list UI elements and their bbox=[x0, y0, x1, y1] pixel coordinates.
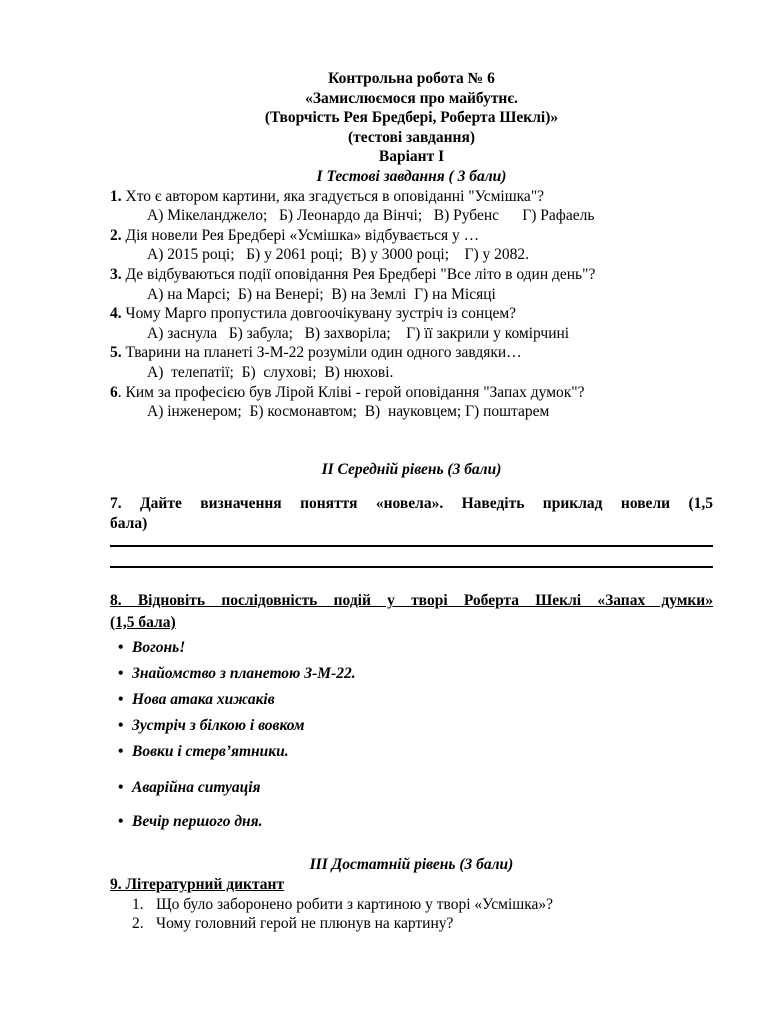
question-8-line1: 8. Відновіть послідовність подій у творі Роберта Шеклі «Запах думки» bbox=[110, 591, 713, 609]
event-list-item bbox=[110, 713, 713, 739]
question-text bbox=[110, 343, 713, 363]
question-number: 3. bbox=[110, 265, 122, 283]
header-block bbox=[110, 69, 713, 167]
dictation-number: 1. bbox=[132, 895, 144, 913]
question-number: 5. bbox=[110, 344, 122, 362]
question-options: А) інженером; Б) космонавтом; В) науковцем; Г) поштарем bbox=[147, 403, 550, 421]
question-number: 1. bbox=[110, 187, 122, 205]
question-body: Чому Марго пропустила довгоочікувану зустріч із сонцем? bbox=[121, 305, 517, 323]
bullet-icon: • bbox=[118, 690, 124, 708]
header-title: Контрольна робота № 6 bbox=[328, 70, 495, 87]
dictation-item bbox=[110, 895, 713, 915]
question-options: А) Мікеланджело; Б) Леонардо да Вінчі; В) Рубенс Г) Рафаель bbox=[147, 207, 595, 225]
question-9: 9. Літературний диктант bbox=[110, 875, 285, 893]
event-list-item bbox=[110, 809, 713, 835]
event-text: Знайомство з планетою З-М-22. bbox=[132, 664, 356, 682]
question-body: Дія новели Рея Бредбері «Усмішка» відбувається у … bbox=[121, 226, 480, 244]
test-questions bbox=[110, 187, 713, 422]
header-theme: «Замислюємося про майбутнє. bbox=[305, 89, 518, 107]
document-page bbox=[110, 60, 713, 934]
question-body: . Ким за професією був Лірой Кліві - герой оповідання "Запах думок"? bbox=[117, 383, 585, 401]
question-options: А) заснула Б) забула; В) захворіла; Г) її закрили у комірчині bbox=[147, 324, 570, 342]
question-options: А) телепатії; Б) слухові; В) нюхові. bbox=[147, 363, 394, 381]
question-body: Тварини на планеті З-М-22 розуміли один одного завдяки… bbox=[121, 344, 522, 362]
question-body: Хто є автором картини, яка згадується в оповіданні "Усмішка"? bbox=[121, 187, 545, 205]
question-text bbox=[110, 187, 713, 207]
question-text bbox=[110, 265, 713, 285]
section2-title: ІІ Середній рівень (3 бали) bbox=[321, 460, 502, 478]
question-text bbox=[110, 383, 713, 403]
bullet-icon: • bbox=[118, 638, 124, 656]
dictation-text: Що було заборонено робити з картиною у творі «Усмішка»? bbox=[156, 895, 554, 913]
dictation-list bbox=[110, 895, 713, 934]
answer-line bbox=[110, 545, 713, 547]
question-body: Де відбуваються події оповідання Рея Бредбері "Все літо в один день"? bbox=[121, 265, 596, 283]
event-list-item bbox=[110, 739, 713, 765]
bullet-icon: • bbox=[118, 812, 124, 830]
bullet-icon: • bbox=[118, 716, 124, 734]
section1-title: І Тестові завдання ( 3 бали) bbox=[316, 167, 507, 185]
bullet-icon: • bbox=[118, 778, 124, 796]
event-text: Вогонь! bbox=[132, 638, 186, 656]
header-variant: Варіант І bbox=[378, 148, 445, 166]
bullet-icon: • bbox=[118, 742, 124, 760]
question-number: 2. bbox=[110, 226, 122, 244]
event-text: Аварійна ситуація bbox=[132, 778, 261, 796]
question-number: 4. bbox=[110, 305, 122, 323]
header-authors: (Творчість Рея Бредбері, Роберта Шеклі)» bbox=[264, 109, 559, 127]
question-8-line2: (1,5 бала) bbox=[110, 613, 176, 631]
section3-title: ІІІ Достатній рівень (3 бали) bbox=[309, 855, 514, 873]
dictation-text: Чому головний герой не плюнув на картину? bbox=[156, 915, 454, 933]
question-number: 6 bbox=[110, 383, 118, 401]
dictation-item bbox=[110, 914, 713, 934]
events-list bbox=[110, 635, 713, 835]
header-type: (тестові завдання) bbox=[347, 128, 475, 146]
question-options: А) на Марсі; Б) на Венері; В) на Землі Г) на Місяці bbox=[147, 285, 496, 303]
event-text: Нова атака хижаків bbox=[132, 690, 275, 708]
event-text: Зустріч з білкою і вовком bbox=[132, 716, 305, 734]
event-list-item bbox=[110, 661, 713, 687]
answer-line bbox=[110, 566, 713, 568]
question-text bbox=[110, 226, 713, 246]
question-options: А) 2015 році; Б) у 2061 році; В) у 3000 році; Г) у 2082. bbox=[147, 246, 530, 264]
event-list-item bbox=[110, 687, 713, 713]
bullet-icon: • bbox=[118, 664, 124, 682]
question-7-line1: 7. Дайте визначення поняття «новела». Наведіть приклад новели (1,5 bbox=[110, 494, 713, 512]
event-list-item bbox=[110, 775, 713, 801]
event-list-item bbox=[110, 635, 713, 661]
question-text bbox=[110, 304, 713, 324]
dictation-number: 2. bbox=[132, 915, 144, 933]
event-text: Вовки і стерв’ятники. bbox=[132, 742, 289, 760]
event-text: Вечір першого дня. bbox=[132, 812, 263, 830]
question-7-line2: бала) bbox=[110, 514, 148, 532]
